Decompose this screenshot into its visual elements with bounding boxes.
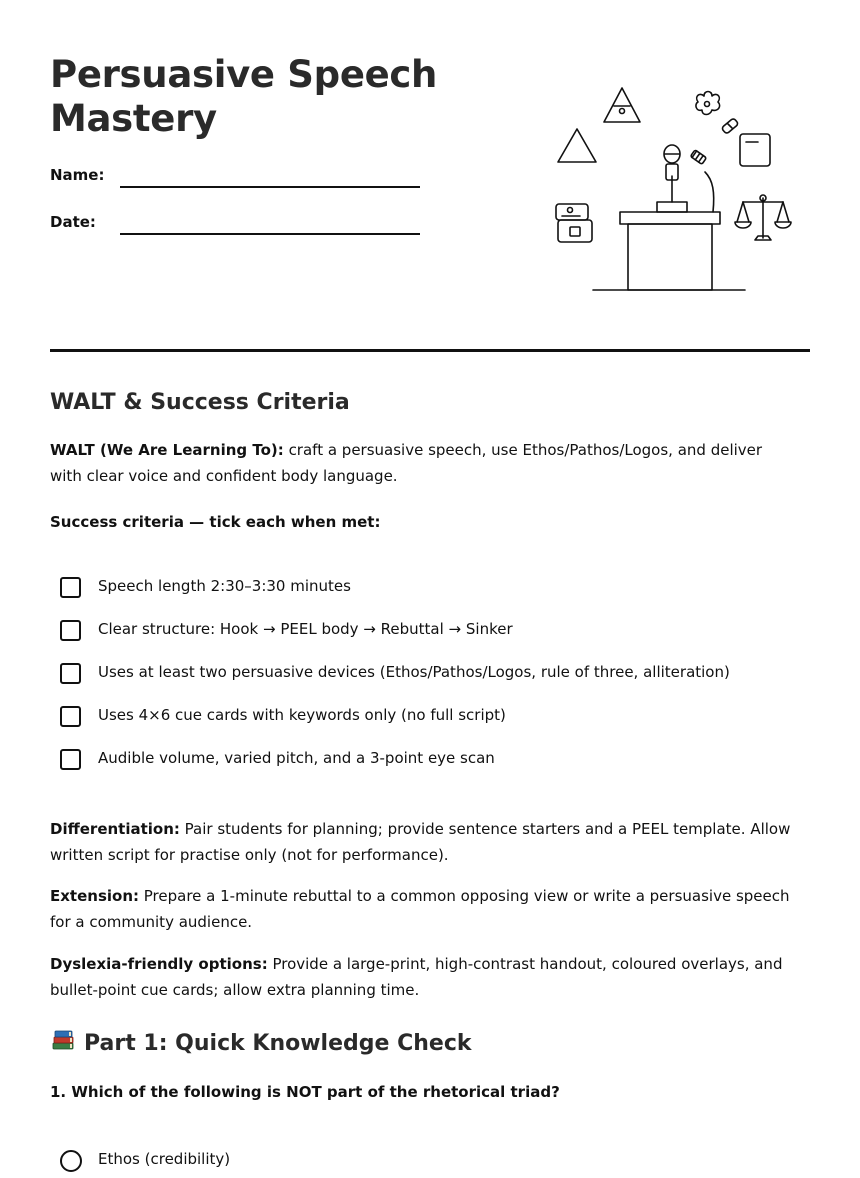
books-icon (50, 1028, 76, 1054)
date-label: Date: (50, 213, 96, 231)
differentiation-paragraph (50, 816, 795, 868)
name-field[interactable] (120, 186, 420, 188)
walt-label: WALT (We Are Learning To): (50, 441, 284, 459)
dyslexia-paragraph (50, 951, 795, 1003)
criteria-checkbox[interactable] (60, 706, 81, 727)
criteria-checkbox[interactable] (60, 663, 81, 684)
answer-option (50, 1148, 450, 1178)
success-criteria-list (50, 568, 810, 783)
section-divider (50, 349, 810, 352)
criteria-heading: Success criteria — tick each when met: (50, 513, 381, 531)
criteria-text: Uses at least two persuasive devices (Ethos/Pathos/Logos, rule of three, alliteration) (98, 663, 730, 681)
extension-text: Prepare a 1-minute rebuttal to a common opposing view or write a persuasive speech for a community audience. (50, 887, 790, 931)
criteria-item (50, 697, 810, 740)
criteria-checkbox[interactable] (60, 577, 81, 598)
walt-heading: WALT & Success Criteria (50, 390, 350, 415)
cue-card-icon (740, 134, 770, 166)
answer-radio[interactable] (60, 1150, 82, 1172)
scales-of-justice-icon (735, 195, 791, 240)
bandage-icon (721, 118, 738, 134)
criteria-item (50, 654, 810, 697)
podium-microphone-illustration (550, 82, 795, 297)
criteria-item (50, 568, 810, 611)
chest-icon (556, 204, 592, 242)
question-1: 1. Which of the following is NOT part of the rhetorical triad? (50, 1083, 560, 1101)
page-title: Persuasive Speech Mastery (50, 53, 438, 140)
criteria-text: Audible volume, varied pitch, and a 3-point eye scan (98, 749, 495, 767)
walt-text: craft a persuasive speech, use Ethos/Pathos/Logos, and deliver with clear voice and confident body language. (50, 441, 763, 485)
extension-paragraph (50, 883, 795, 935)
laurel-icon (696, 92, 720, 115)
criteria-item (50, 611, 810, 654)
part1-heading (50, 1028, 472, 1056)
name-label: Name: (50, 166, 105, 184)
criteria-checkbox[interactable] (60, 749, 81, 770)
criteria-text: Clear structure: Hook → PEEL body → Rebuttal → Sinker (98, 620, 513, 638)
dyslexia-text: Provide a large-print, high-contrast handout, coloured overlays, and bullet-point cue cards; allow extra planning time. (50, 955, 783, 999)
criteria-checkbox[interactable] (60, 620, 81, 641)
triangle-icon (558, 129, 596, 162)
date-field[interactable] (120, 233, 420, 235)
dyslexia-label: Dyslexia-friendly options: (50, 955, 268, 973)
criteria-text: Speech length 2:30–3:30 minutes (98, 577, 351, 595)
podium-icon (593, 145, 745, 290)
triangle-eye-icon (604, 88, 640, 122)
criteria-item (50, 740, 810, 783)
walt-paragraph (50, 437, 795, 489)
differentiation-text: Pair students for planning; provide sentence starters and a PEEL template. Allow written script for practise only (not for performance). (50, 820, 791, 864)
differentiation-label: Differentiation: (50, 820, 180, 838)
criteria-text: Uses 4×6 cue cards with keywords only (no full script) (98, 706, 506, 724)
part1-heading-text: Part 1: Quick Knowledge Check (84, 1031, 472, 1056)
answer-option-text: Ethos (credibility) (98, 1150, 231, 1168)
extension-label: Extension: (50, 887, 139, 905)
